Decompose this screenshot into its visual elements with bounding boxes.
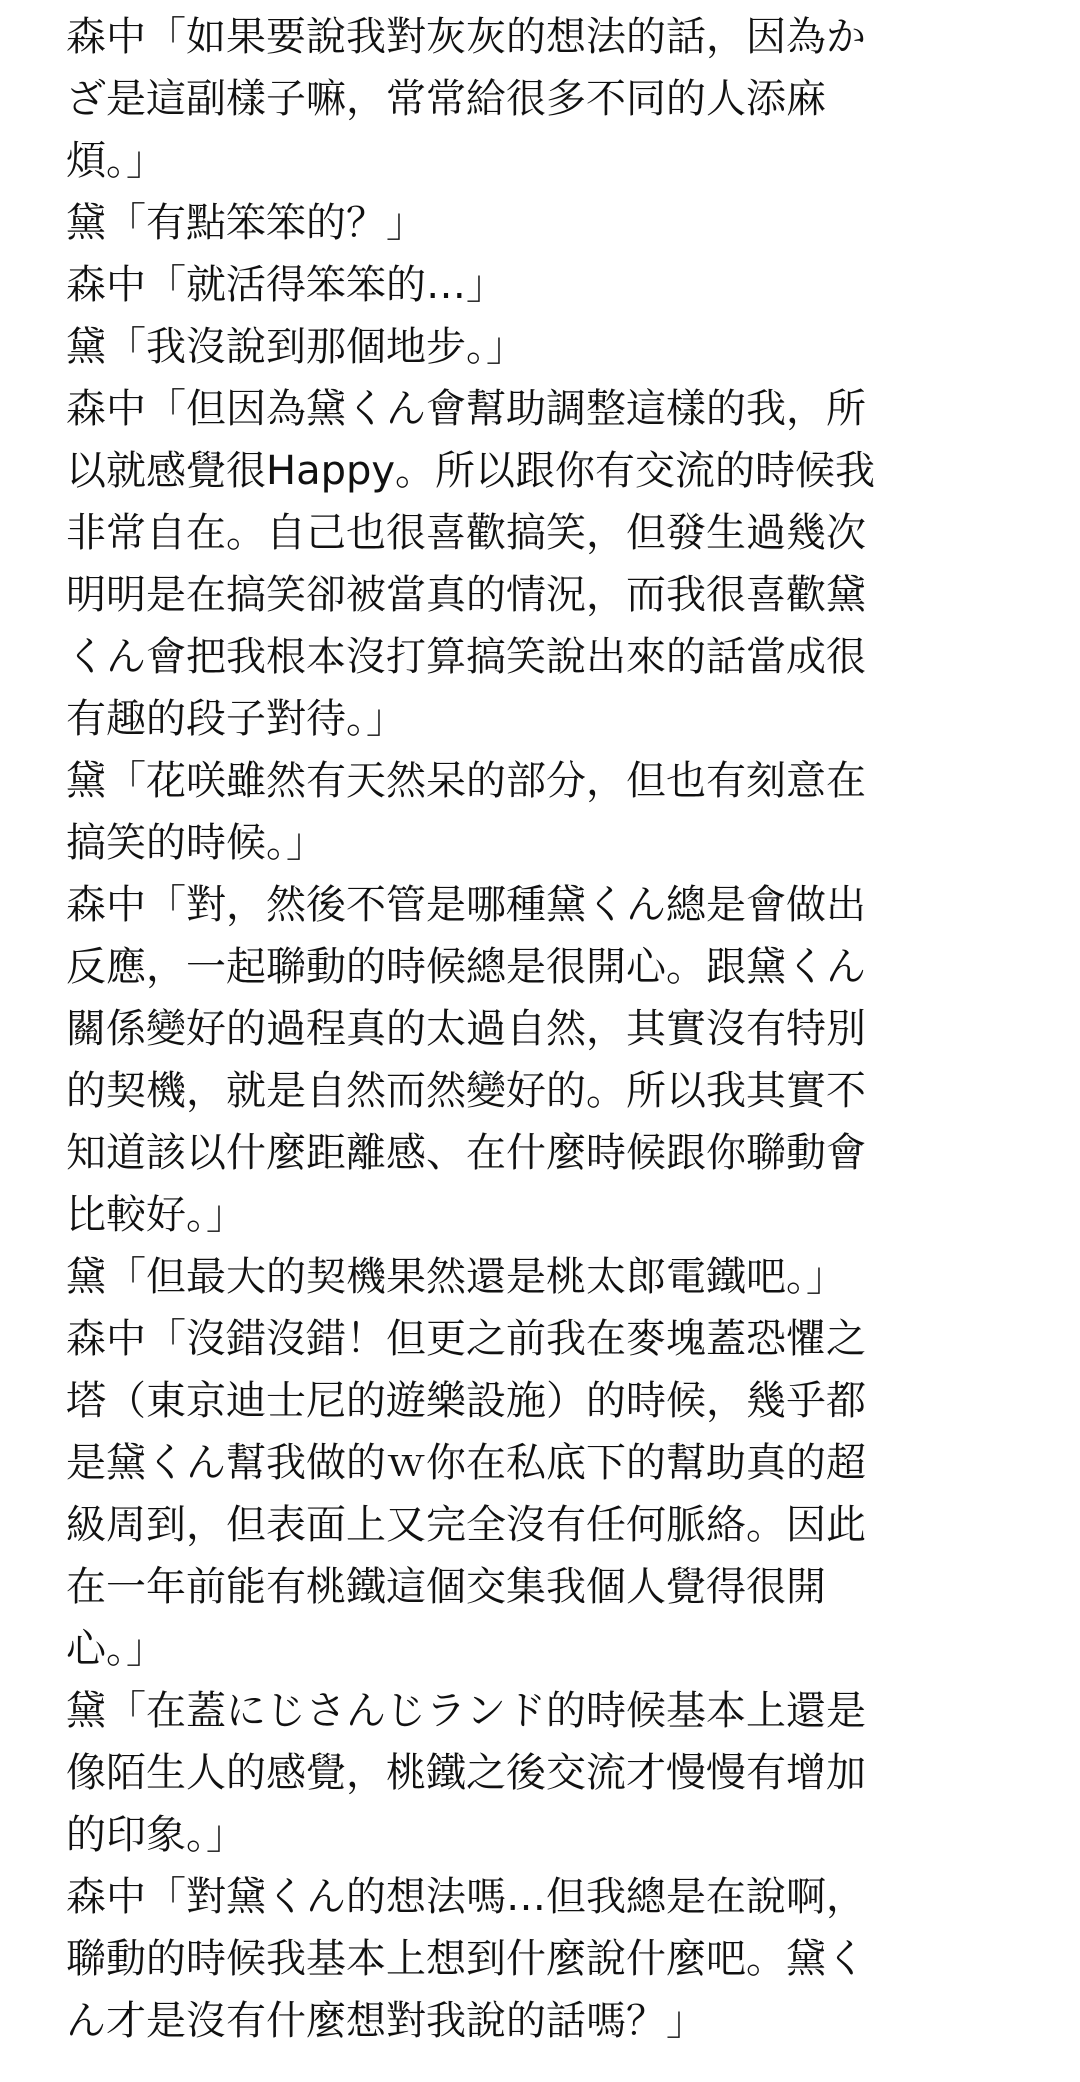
text-line: くん會把我根本沒打算搞笑說出來的話當成很 [66, 634, 866, 680]
text-line: 知道該以什麼距離感、在什麼時候跟你聯動會 [66, 1130, 866, 1176]
text-line: 有趣的段子對待。」 [66, 696, 406, 742]
text-line: 黛「在蓋にじさんじランド的時候基本上還是 [66, 1688, 866, 1734]
text-line: 心。」 [66, 1626, 166, 1672]
text-line: 的印象。」 [66, 1812, 246, 1858]
text-line: ん才是沒有什麼想對我說的話嗎？」 [66, 1998, 706, 2044]
text-line: 森中「沒錯沒錯！但更之前我在麥塊蓋恐懼之 [66, 1316, 866, 1362]
text-line: 森中「如果要說我對灰灰的想法的話，因為か [66, 14, 866, 60]
text-line: 黛「我沒說到那個地步。」 [66, 324, 526, 370]
transcript-text [66, 6, 1026, 2052]
text-line: 是黛くん幫我做的ｗ你在私底下的幫助真的超 [66, 1440, 866, 1486]
text-line: 的契機，就是自然而然變好的。所以我其實不 [66, 1068, 866, 1114]
text-line: 森中「對黛くん的想法嗎…但我總是在說啊， [66, 1874, 866, 1920]
text-line: 黛「花咲雖然有天然呆的部分，但也有刻意在 [66, 758, 866, 804]
text-line: 非常自在。自己也很喜歡搞笑，但發生過幾次 [66, 510, 866, 556]
text-line: 塔（東京迪士尼的遊樂設施）的時候，幾乎都 [66, 1378, 866, 1424]
text-line: 像陌生人的感覺，桃鐵之後交流才慢慢有增加 [66, 1750, 866, 1796]
text-line: 關係變好的過程真的太過自然，其實沒有特別 [66, 1006, 866, 1052]
text-line: 黛「有點笨笨的？」 [66, 200, 426, 246]
text-line: 明明是在搞笑卻被當真的情況，而我很喜歡黛 [66, 572, 866, 618]
text-line: 煩。」 [66, 138, 166, 184]
text-line: 森中「對，然後不管是哪種黛くん總是會做出 [66, 882, 866, 928]
text-line: ざ是這副樣子嘛，常常給很多不同的人添麻 [66, 76, 826, 122]
text-line: 以就感覺很Happy。所以跟你有交流的時候我 [66, 448, 876, 494]
text-line: 聯動的時候我基本上想到什麼說什麼吧。黛く [66, 1936, 866, 1982]
text-line: 比較好。」 [66, 1192, 246, 1238]
text-line: 級周到，但表面上又完全沒有任何脈絡。因此 [66, 1502, 866, 1548]
text-line: 森中「但因為黛くん會幫助調整這樣的我，所 [66, 386, 866, 432]
text-line: 森中「就活得笨笨的…」 [66, 262, 506, 308]
text-line: 黛「但最大的契機果然還是桃太郎電鐵吧。」 [66, 1254, 846, 1300]
text-line: 反應，一起聯動的時候總是很開心。跟黛くん [66, 944, 866, 990]
text-line: 在一年前能有桃鐵這個交集我個人覺得很開 [66, 1564, 826, 1610]
text-line: 搞笑的時候。」 [66, 820, 326, 866]
